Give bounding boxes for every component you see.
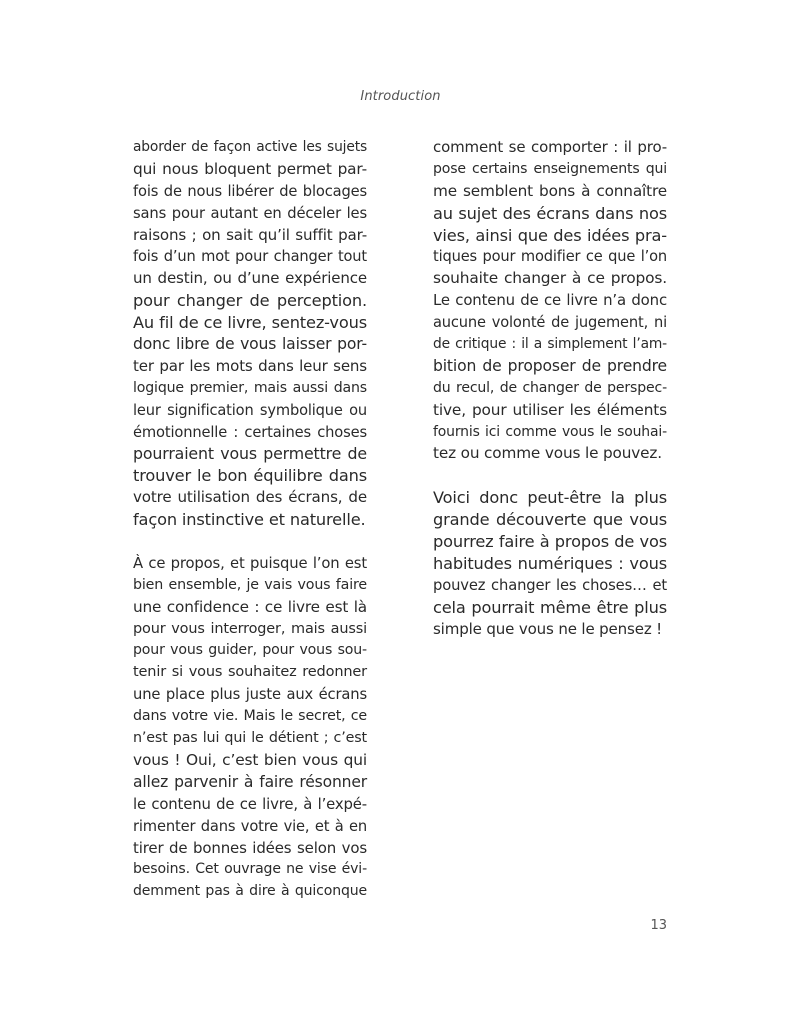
text-line: une confidence : ce livre est là — [133, 597, 367, 616]
text-line: du recul, de changer de perspec- — [433, 379, 667, 396]
text-line: souhaite changer à ce propos. — [433, 269, 667, 288]
text-line: pose certains enseignements qui — [433, 160, 667, 177]
text-line: le contenu de ce livre, à l’expé- — [133, 794, 367, 813]
text-line: pour vous interroger, mais aussi — [133, 620, 367, 637]
text-line: bien ensemble, je vais vous faire — [133, 576, 367, 593]
text-line: simple que vous ne le pensez ! — [433, 619, 663, 638]
text-line: Voici donc peut-être la plus — [433, 488, 667, 508]
text-line: Au fil de ce livre, sentez-vous — [133, 313, 367, 333]
paragraph-spacer — [433, 465, 667, 487]
text-line: une place plus juste aux écrans — [133, 686, 367, 704]
text-line: raisons ; on sait qu’il suffit par- — [133, 225, 367, 244]
text-line: un destin, ou d’une expérience — [133, 269, 367, 288]
text-line: tirer de bonnes idées selon vos — [133, 838, 367, 857]
text-line: vous ! Oui, c’est bien vous qui — [133, 750, 367, 769]
text-line: n’est pas lui qui le détient ; c’est — [133, 730, 367, 747]
text-line: À ce propos, et puisque l’on est — [133, 554, 367, 572]
text-line: sans pour autant en déceler les — [133, 204, 367, 222]
text-line: aucune volonté de jugement, ni — [433, 314, 667, 332]
page-number: 13 — [650, 918, 667, 933]
text-line: ter par les mots dans leur sens — [133, 356, 367, 375]
text-column-left — [133, 137, 367, 903]
text-line: pouvez changer les choses… et — [433, 576, 667, 594]
text-line: leur signification symbolique ou — [133, 401, 367, 419]
text-line: grande découverte que vous — [433, 510, 667, 530]
text-line: Le contenu de ce livre n’a donc — [433, 291, 667, 310]
text-line: fournis ici comme vous le souhai- — [433, 423, 667, 440]
text-line: tez ou comme vous le pouvez. — [433, 444, 662, 463]
text-line: cela pourrait même être plus — [433, 597, 667, 617]
text-line: donc libre de vous laisser por- — [133, 335, 367, 354]
text-line: bition de proposer de prendre — [433, 356, 667, 375]
text-column-right — [433, 137, 667, 640]
text-line: habitudes numériques : vous — [433, 553, 667, 573]
text-line: façon instinctive et naturelle. — [133, 510, 366, 530]
text-line: me semblent bons à connaître — [433, 181, 667, 200]
text-line: comment se comporter : il pro- — [433, 138, 667, 156]
text-line: émotionnelle : certaines choses — [133, 423, 367, 441]
text-line: pour changer de perception. — [133, 291, 367, 311]
text-line: rimenter dans votre vie, et à en — [133, 817, 367, 835]
text-line: votre utilisation des écrans, de — [133, 488, 367, 507]
paragraph — [433, 137, 667, 465]
text-line: trouver le bon équilibre dans — [133, 466, 367, 486]
text-line: au sujet des écrans dans nos — [433, 203, 667, 223]
paragraph — [133, 137, 367, 531]
text-line: tenir si vous souhaitez redonner — [133, 664, 367, 681]
text-line: besoins. Cet ouvrage ne vise évi- — [133, 861, 367, 878]
text-line: fois d’un mot pour changer tout — [133, 248, 367, 266]
text-line: vies, ainsi que des idées pra- — [433, 225, 667, 245]
paragraph — [133, 553, 367, 903]
text-line: logique premier, mais aussi dans — [133, 379, 367, 396]
text-line: pour vous guider, pour vous sou- — [133, 642, 367, 659]
text-line: fois de nous libérer de blocages — [133, 182, 367, 200]
text-line: de critique : il a simplement l’am- — [433, 336, 667, 353]
paragraph — [433, 487, 667, 640]
running-header: Introduction — [360, 89, 441, 104]
text-line: qui nous bloquent permet par- — [133, 159, 367, 178]
text-line: aborder de façon active les sujets — [133, 139, 367, 155]
paragraph-spacer — [133, 531, 367, 553]
text-line: tiques pour modifier ce que l’on — [433, 248, 667, 266]
text-line: pourrez faire à propos de vos — [433, 532, 667, 552]
text-line: pourraient vous permettre de — [133, 444, 367, 464]
text-line: allez parvenir à faire résonner — [133, 772, 367, 791]
text-line: dans votre vie. Mais le secret, ce — [133, 708, 367, 725]
text-line: tive, pour utiliser les éléments — [433, 400, 667, 419]
text-line: demment pas à dire à quiconque — [133, 883, 367, 900]
